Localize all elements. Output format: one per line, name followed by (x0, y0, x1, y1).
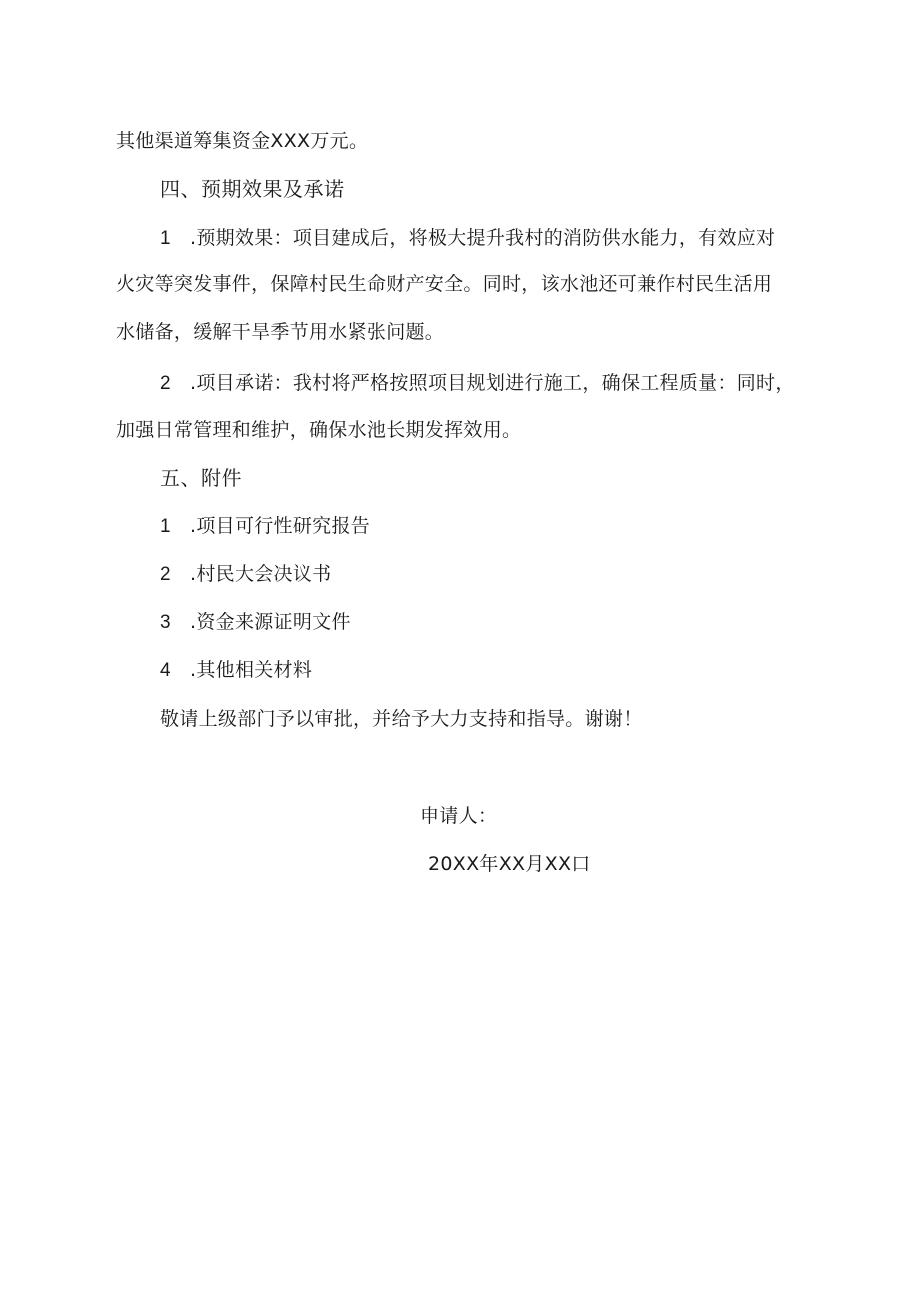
expected-effects-line-3: 水储备，缓解干旱季节用水紧张问题。 (116, 321, 445, 343)
attachment-item-4 (160, 658, 312, 683)
item-text: .其他相关材料 (190, 659, 313, 681)
attachment-item-3 (160, 610, 351, 635)
commitment-line-1 (160, 371, 795, 396)
section-heading-expected-effects: 四、预期效果及承诺 (160, 177, 345, 201)
item-text: .项目承诺：我村将严格按照项目规划进行施工，确保工程质量：同时， (190, 372, 795, 394)
item-text: .村民大会决议书 (190, 563, 332, 585)
item-number: 4 (160, 660, 171, 681)
closing-request: 敬请上级部门予以审批，并给予大力支持和指导。谢谢！ (160, 708, 643, 730)
signature-date: 20XX年XX月XX口 (428, 853, 591, 875)
item-number: 3 (160, 612, 171, 633)
item-text: .项目可行性研究报告 (190, 515, 371, 537)
attachment-item-1 (160, 514, 370, 539)
expected-effects-line-2: 火灾等突发事件，保障村民生命财产安全。同时，该水池还可兼作村民生活用 (116, 273, 773, 295)
applicant-label: 申请人： (420, 805, 498, 827)
item-number: 2 (160, 564, 171, 585)
item-number: 1 (160, 228, 171, 249)
attachment-item-2 (160, 562, 331, 587)
item-text: .预期效果：项目建成后，将极大提升我村的消防供水能力，有效应对 (190, 227, 776, 249)
commitment-line-2: 加强日常管理和维护，确保水池长期发挥效用。 (116, 419, 522, 441)
continuation-text: 其他渠道筹集资金XXX万元。 (116, 130, 369, 152)
section-heading-attachments: 五、附件 (160, 466, 242, 490)
item-number: 2 (160, 373, 171, 394)
item-text: .资金来源证明文件 (190, 611, 351, 633)
expected-effects-line-1 (160, 226, 775, 251)
item-number: 1 (160, 516, 171, 537)
